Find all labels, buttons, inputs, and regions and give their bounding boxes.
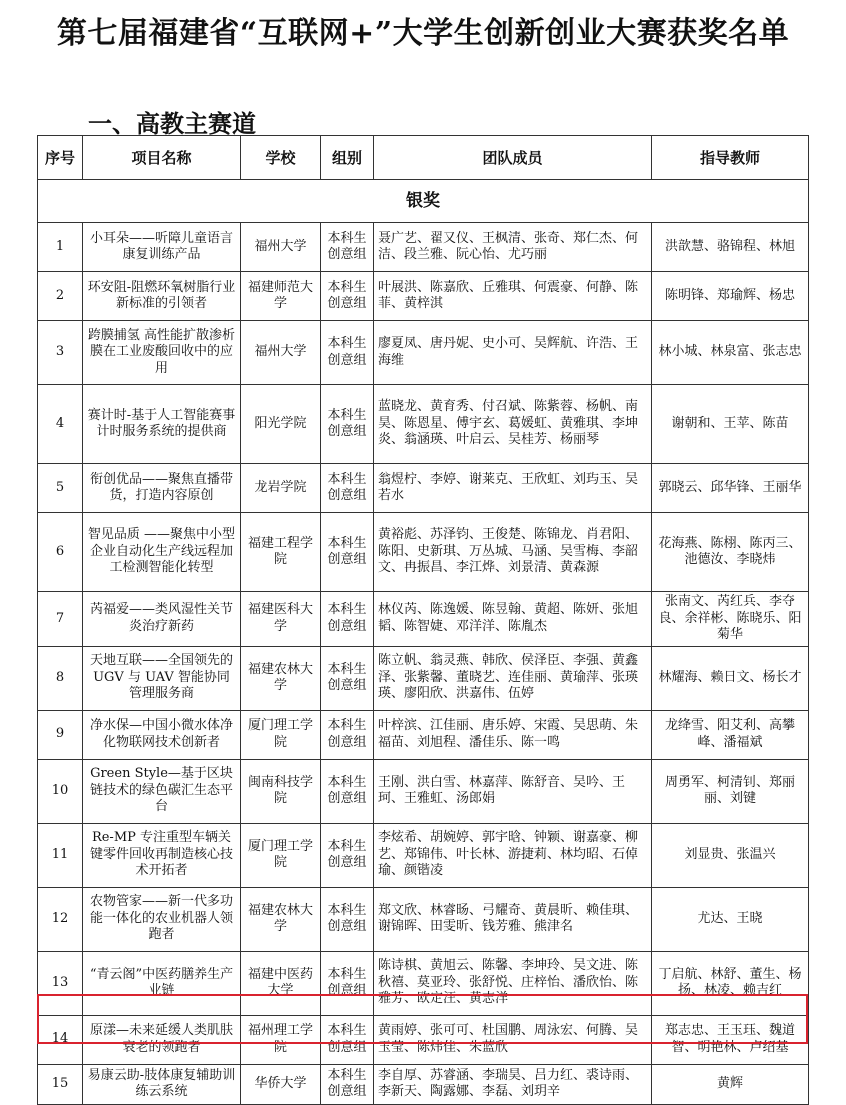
cell-no: 13 (38, 951, 83, 1015)
cell-teacher: 黄辉 (652, 1064, 809, 1104)
cell-no: 1 (38, 223, 83, 272)
header-team: 团队成员 (374, 136, 652, 180)
table-row (38, 464, 809, 513)
cell-teacher: 花海燕、陈栩、陈丙三、池德汝、李晓炜 (652, 513, 809, 592)
cell-project: Re-MP 专注重型车辆关键零件回收再制造核心技术开拓者 (83, 823, 241, 887)
cell-school: 阳光学院 (241, 385, 321, 464)
table-row (38, 592, 809, 647)
award-level-row (38, 180, 809, 223)
cell-no: 14 (38, 1015, 83, 1064)
cell-teacher: 谢朝和、王苹、陈苗 (652, 385, 809, 464)
table-row (38, 513, 809, 592)
cell-teacher: 周勇军、柯清钊、郑丽丽、刘键 (652, 759, 809, 823)
table-row (38, 646, 809, 710)
cell-team: 王刚、洪白雪、林嘉萍、陈舒音、吴吟、王珂、王雅虹、汤郎娟 (374, 759, 652, 823)
table-row (38, 759, 809, 823)
cell-school: 福建工程学院 (241, 513, 321, 592)
cell-team: 聂广艺、翟又仪、王枫清、张奇、郑仁杰、何洁、段兰雅、阮心怡、尤巧丽 (374, 223, 652, 272)
cell-no: 9 (38, 710, 83, 759)
cell-group: 本科生创意组 (321, 951, 374, 1015)
cell-group: 本科生创意组 (321, 592, 374, 647)
cell-project: 小耳朵——听障儿童语言康复训练产品 (83, 223, 241, 272)
table-row (38, 710, 809, 759)
table-header-row (38, 136, 809, 180)
cell-teacher: 郑志忠、王玉珏、魏道智、明艳林、卢绍基 (652, 1015, 809, 1064)
cell-project: 天地互联——全国领先的 UGV 与 UAV 智能协同管理服务商 (83, 646, 241, 710)
cell-group: 本科生创意组 (321, 513, 374, 592)
cell-team: 翁煜柠、李婷、谢莱克、王欣虹、刘玙玉、吴若水 (374, 464, 652, 513)
cell-no: 11 (38, 823, 83, 887)
cell-teacher: 郭晓云、邱华锋、王丽华 (652, 464, 809, 513)
cell-group: 本科生创意组 (321, 823, 374, 887)
cell-team: 叶梓滨、江佳丽、唐乐婷、宋霞、吴思萌、朱福苗、刘旭程、潘佳乐、陈一鸣 (374, 710, 652, 759)
cell-project: 原漾—未来延缓人类肌肤衰老的领跑者 (83, 1015, 241, 1064)
cell-project: 赛计时-基于人工智能赛事计时服务系统的提供商 (83, 385, 241, 464)
cell-teacher: 张南文、芮红兵、李夺良、余祥彬、陈晓乐、阳菊华 (652, 592, 809, 647)
cell-teacher: 林小城、林泉富、张志忠 (652, 321, 809, 385)
cell-group: 本科生创意组 (321, 385, 374, 464)
table-row (38, 385, 809, 464)
cell-team: 廖夏凤、唐丹妮、史小可、吴辉航、许浩、王海维 (374, 321, 652, 385)
cell-project: 农物管家——新一代多功能一体化的农业机器人领跑者 (83, 887, 241, 951)
cell-team: 林仪芮、陈逸媛、陈昱翰、黄超、陈妍、张旭韬、陈智婕、邓洋洋、陈胤杰 (374, 592, 652, 647)
cell-group: 本科生创意组 (321, 1064, 374, 1104)
header-teacher: 指导教师 (652, 136, 809, 180)
cell-no: 4 (38, 385, 83, 464)
cell-no: 7 (38, 592, 83, 647)
cell-school: 福州大学 (241, 321, 321, 385)
cell-group: 本科生创意组 (321, 887, 374, 951)
cell-project: “青云阁”中医药膳养生产业链 (83, 951, 241, 1015)
table-row (38, 1015, 809, 1064)
cell-teacher: 丁启航、林舒、董生、杨扬、林凌、赖吉红 (652, 951, 809, 1015)
cell-project: Green Style—基于区块链技术的绿色碳汇生态平台 (83, 759, 241, 823)
cell-teacher: 龙绛雪、阳艾利、高攀峰、潘福斌 (652, 710, 809, 759)
table-row (38, 321, 809, 385)
table-row (38, 951, 809, 1015)
cell-teacher: 尤达、王晓 (652, 887, 809, 951)
cell-project: 易康云助-肢体康复辅助训练云系统 (83, 1064, 241, 1104)
cell-no: 6 (38, 513, 83, 592)
cell-school: 福州大学 (241, 223, 321, 272)
table-row (38, 1064, 809, 1104)
cell-teacher: 刘显贵、张温兴 (652, 823, 809, 887)
cell-school: 福建农林大学 (241, 887, 321, 951)
table-row (38, 823, 809, 887)
cell-group: 本科生创意组 (321, 646, 374, 710)
cell-school: 福建医科大学 (241, 592, 321, 647)
cell-project: 衔创优品——聚焦直播带货，打造内容原创 (83, 464, 241, 513)
cell-no: 5 (38, 464, 83, 513)
cell-team: 黄裕彪、苏泽钧、王俊楚、陈锦龙、肖君阳、陈阳、史新琪、万丛城、马涵、吴雪梅、李韶文、冉振昌、李江烨、刘景清、黄森源 (374, 513, 652, 592)
cell-school: 厦门理工学院 (241, 823, 321, 887)
cell-school: 华侨大学 (241, 1064, 321, 1104)
table-row (38, 887, 809, 951)
cell-group: 本科生创意组 (321, 223, 374, 272)
cell-group: 本科生创意组 (321, 759, 374, 823)
cell-no: 12 (38, 887, 83, 951)
cell-project: 净水保—中国小微水体净化物联网技术创新者 (83, 710, 241, 759)
header-no: 序号 (38, 136, 83, 180)
cell-group: 本科生创意组 (321, 464, 374, 513)
cell-team: 陈诗棋、黄旭云、陈馨、李坤玲、吴文进、陈秋禧、莫亚玲、张舒悦、庄梓怡、潘欣怡、陈雅芳、欧定汪、黄志洋 (374, 951, 652, 1015)
cell-school: 福州理工学院 (241, 1015, 321, 1064)
cell-school: 福建师范大学 (241, 272, 321, 321)
cell-group: 本科生创意组 (321, 272, 374, 321)
cell-no: 8 (38, 646, 83, 710)
cell-school: 闽南科技学院 (241, 759, 321, 823)
cell-team: 郑文欣、林睿旸、弓耀奇、黄晨昕、赖佳琪、谢锦晖、田雯昕、钱芳雅、熊津名 (374, 887, 652, 951)
cell-team: 蓝晓龙、黄育秀、付召斌、陈紫蓉、杨帆、南昊、陈恩星、傅宇玄、葛媛虹、黄雅琪、李坤炎、翁涵瑛、叶启云、吴桂芳、杨丽琴 (374, 385, 652, 464)
cell-team: 陈立帆、翁灵燕、韩欣、侯泽臣、李强、黄鑫泽、张紫馨、董晓艺、连佳丽、黄瑜萍、张瑛瑛、廖阳欣、洪嘉伟、伍婷 (374, 646, 652, 710)
cell-group: 本科生创意组 (321, 321, 374, 385)
header-group: 组别 (321, 136, 374, 180)
table-row (38, 223, 809, 272)
cell-no: 2 (38, 272, 83, 321)
cell-school: 福建农林大学 (241, 646, 321, 710)
cell-school: 厦门理工学院 (241, 710, 321, 759)
cell-school: 龙岩学院 (241, 464, 321, 513)
header-school: 学校 (241, 136, 321, 180)
cell-no: 10 (38, 759, 83, 823)
cell-team: 黄雨婷、张可可、杜国鹏、周泳宏、何腾、吴玉莹、陈炜佳、朱蓝欣 (374, 1015, 652, 1064)
cell-group: 本科生创意组 (321, 710, 374, 759)
table-row (38, 272, 809, 321)
cell-no: 3 (38, 321, 83, 385)
cell-team: 叶展洪、陈嘉欣、丘雅琪、何震豪、何静、陈菲、黄梓淇 (374, 272, 652, 321)
cell-project: 跨膜捕氢 高性能扩散渗析膜在工业废酸回收中的应用 (83, 321, 241, 385)
section-title: 一、高教主赛道 (88, 109, 256, 138)
header-project: 项目名称 (83, 136, 241, 180)
document-title: 第七届福建省“互联网+”大学生创新创业大赛获奖名单 (56, 16, 790, 51)
award-table (37, 135, 809, 1105)
cell-teacher: 陈明锋、郑瑜辉、杨忠 (652, 272, 809, 321)
cell-school: 福建中医药大学 (241, 951, 321, 1015)
award-level: 银奖 (38, 180, 809, 223)
cell-teacher: 林耀海、赖日文、杨长才 (652, 646, 809, 710)
cell-no: 15 (38, 1064, 83, 1104)
cell-project: 智见品质 ——聚焦中小型企业自动化生产线远程加工检测智能化转型 (83, 513, 241, 592)
cell-team: 李炫希、胡婉婷、郭宇晗、钟颖、谢嘉豪、柳艺、郑锦伟、叶长林、游捷莉、林均昭、石倬瑜、颜锴凌 (374, 823, 652, 887)
cell-project: 环安阻-阻燃环氧树脂行业新标准的引领者 (83, 272, 241, 321)
cell-group: 本科生创意组 (321, 1015, 374, 1064)
cell-team: 李自厚、苏睿涵、李瑞昊、吕力红、裘诗雨、李新天、陶露娜、李磊、刘玥辛 (374, 1064, 652, 1104)
cell-teacher: 洪歆慧、骆锦程、林旭 (652, 223, 809, 272)
cell-project: 芮福爱——类风湿性关节炎治疗新药 (83, 592, 241, 647)
